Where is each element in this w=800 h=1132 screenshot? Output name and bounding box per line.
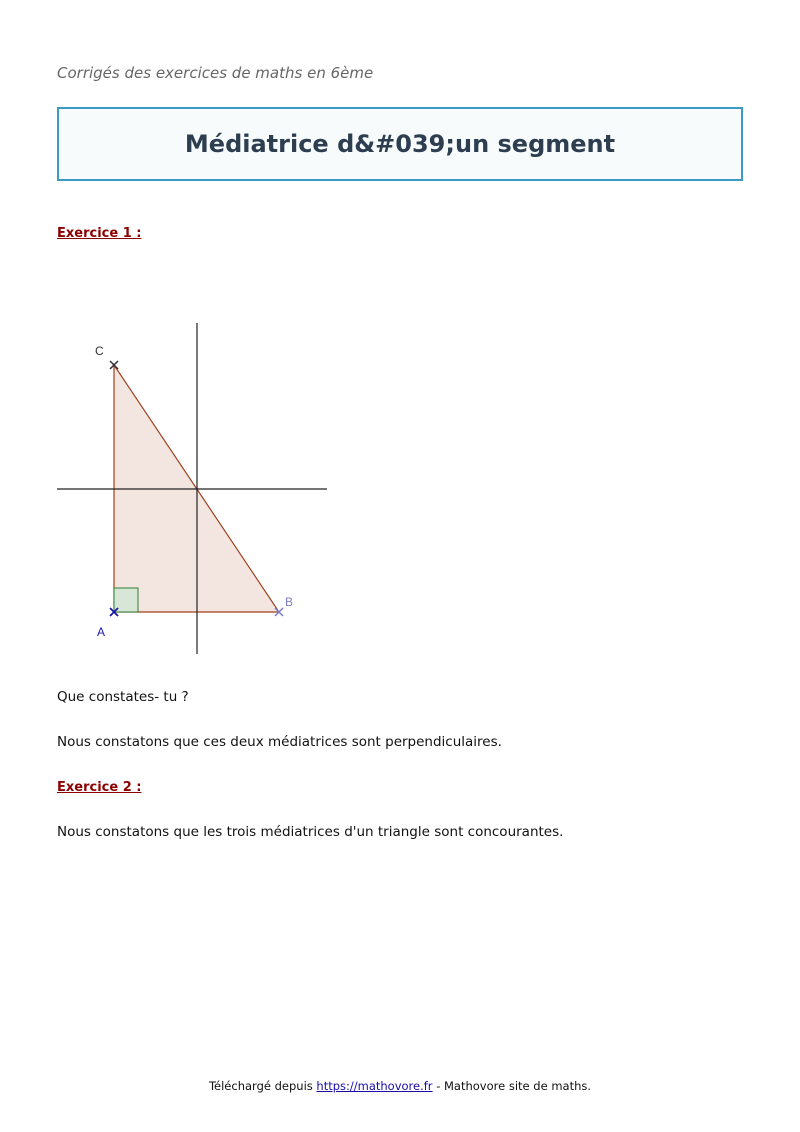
page-title: Médiatrice d&#039;un segment — [184, 130, 616, 158]
footer-prefix: Téléchargé depuis — [208, 1079, 313, 1093]
footer-link[interactable]: https://mathovore.fr — [316, 1079, 433, 1093]
title-box — [57, 107, 743, 181]
exercise-1-question: Que constates- tu ? — [57, 689, 189, 705]
footer — [0, 1079, 800, 1093]
exercise-1-answer: Nous constatons que ces deux médiatrices sont perpendiculaires. — [57, 734, 502, 750]
exercise-2-answer: Nous constatons que les trois médiatrices d'un triangle sont concourantes. — [57, 824, 564, 840]
geometry-diagram — [55, 318, 335, 658]
triangle-figure — [55, 318, 335, 662]
footer-suffix: - Mathovore site de maths. — [436, 1079, 592, 1093]
label-c: C — [95, 344, 104, 358]
label-a: A — [97, 625, 106, 639]
label-b: B — [285, 595, 294, 609]
document-subtitle: Corrigés des exercices de maths en 6ème — [57, 64, 374, 82]
exercise-2-heading: Exercice 2 : — [57, 780, 142, 795]
exercise-1-heading: Exercice 1 : — [57, 226, 142, 241]
